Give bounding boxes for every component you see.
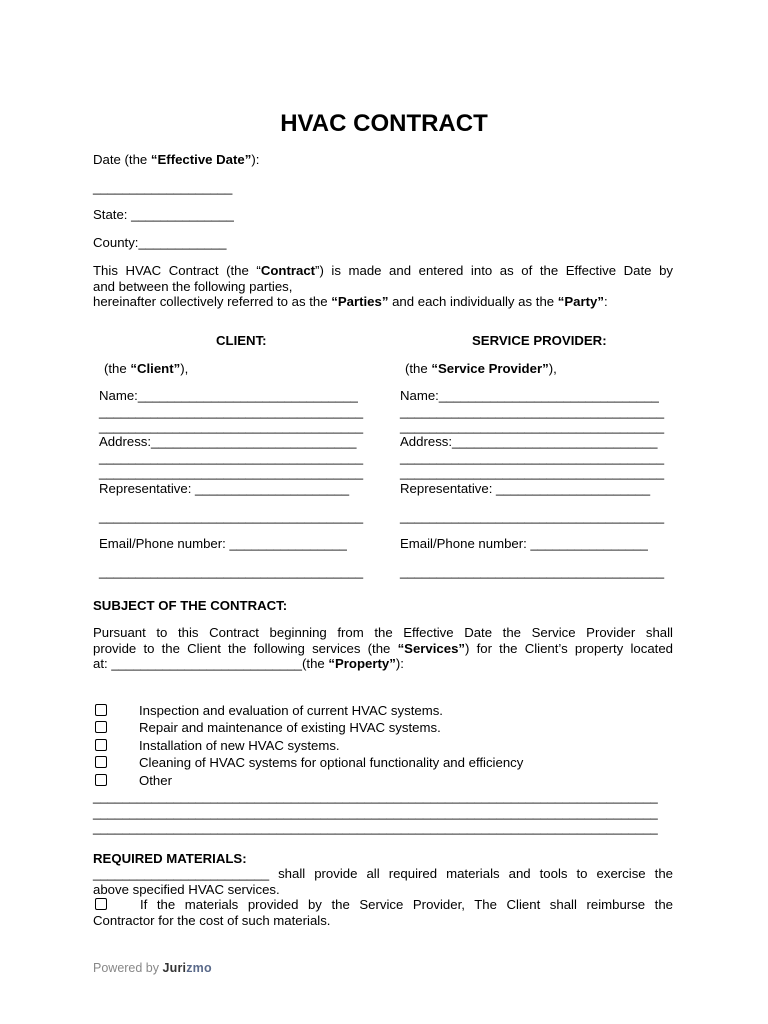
service-checkbox[interactable]	[95, 739, 107, 754]
client-address-line[interactable]: ____________________________________	[99, 450, 364, 465]
service-label: Inspection and evaluation of current HVAC systems.	[139, 703, 443, 718]
client-name-line[interactable]: ____________________________________	[99, 404, 364, 419]
provider-designation: (the “Service Provider”),	[405, 361, 557, 376]
provider-address-field[interactable]: Address:____________________________	[400, 434, 658, 449]
client-email-phone-line[interactable]: ____________________________________	[99, 564, 364, 579]
materials-heading: REQUIRED MATERIALS:	[93, 851, 247, 866]
client-email-phone-field[interactable]: Email/Phone number: ________________	[99, 536, 347, 551]
service-label: Other	[139, 773, 172, 788]
document-title: HVAC CONTRACT	[280, 110, 488, 137]
provider-representative-line[interactable]: ____________________________________	[400, 509, 665, 524]
county-field[interactable]: County:____________	[93, 235, 227, 250]
service-checkbox[interactable]	[95, 704, 107, 719]
provider-heading: SERVICE PROVIDER:	[472, 333, 607, 348]
reimburse-checkbox[interactable]	[95, 898, 107, 910]
service-checkbox[interactable]	[95, 774, 107, 789]
effective-date-label: Date (the “Effective Date”):	[93, 152, 260, 167]
provider-blank-line[interactable]: ____________________________________	[400, 419, 665, 434]
service-label: Cleaning of HVAC systems for optional functionality and efficiency	[139, 755, 524, 770]
service-label: Installation of new HVAC systems.	[139, 738, 340, 753]
service-checkbox[interactable]	[95, 756, 107, 771]
service-checkbox[interactable]	[95, 721, 107, 736]
jurizmo-logo: Jurizmo	[162, 961, 212, 975]
provider-address-line[interactable]: ____________________________________	[400, 450, 665, 465]
provider-representative-field[interactable]: Representative: _____________________	[400, 481, 651, 496]
client-address-field[interactable]: Address:____________________________	[99, 434, 357, 449]
provider-email-phone-line[interactable]: ____________________________________	[400, 564, 665, 579]
client-name-field[interactable]: Name:______________________________	[99, 388, 358, 403]
client-representative-field[interactable]: Representative: _____________________	[99, 481, 350, 496]
service-label: Repair and maintenance of existing HVAC systems.	[139, 720, 441, 735]
other-services-line[interactable]: _____________________________________________________________________________	[93, 789, 658, 804]
intro-paragraph: This HVAC Contract (the “Contract”) is made and entered into as of the Effective Date by and between the following parties, hereinafter collectively referred to as the “Parties” and each individually as the “Party”:	[93, 263, 674, 309]
materials-paragraph: ________________________ shall provide all required materials and tools to exercise the above specified HVAC services. If the materials provided by the Service Provider, The Client shall reimburse the Contractor for the cost of such materials.	[93, 866, 673, 928]
provider-name-line[interactable]: ____________________________________	[400, 404, 665, 419]
client-blank-line[interactable]: ____________________________________	[99, 465, 364, 480]
provider-email-phone-field[interactable]: Email/Phone number: ________________	[400, 536, 648, 551]
effective-date-field[interactable]: ___________________	[93, 180, 233, 195]
client-representative-line[interactable]: ____________________________________	[99, 509, 364, 524]
other-services-line[interactable]: _____________________________________________________________________________	[93, 805, 658, 820]
state-field[interactable]: State: ______________	[93, 207, 234, 222]
client-blank-line[interactable]: ____________________________________	[99, 419, 364, 434]
powered-by-footer: Powered by Jurizmo	[93, 961, 212, 975]
subject-paragraph: Pursuant to this Contract beginning from the Effective Date the Service Provider shall provide to the Client the following services (the “Services”) for the Client’s property located at: __________________________(the “Property”):	[93, 625, 673, 671]
provider-blank-line[interactable]: ____________________________________	[400, 465, 665, 480]
subject-heading: SUBJECT OF THE CONTRACT:	[93, 598, 288, 613]
client-designation: (the “Client”),	[104, 361, 189, 376]
other-services-line[interactable]: _____________________________________________________________________________	[93, 820, 658, 835]
client-heading: CLIENT:	[216, 333, 267, 348]
provider-name-field[interactable]: Name:______________________________	[400, 388, 659, 403]
materials-provider-field[interactable]: ________________________	[93, 866, 270, 881]
